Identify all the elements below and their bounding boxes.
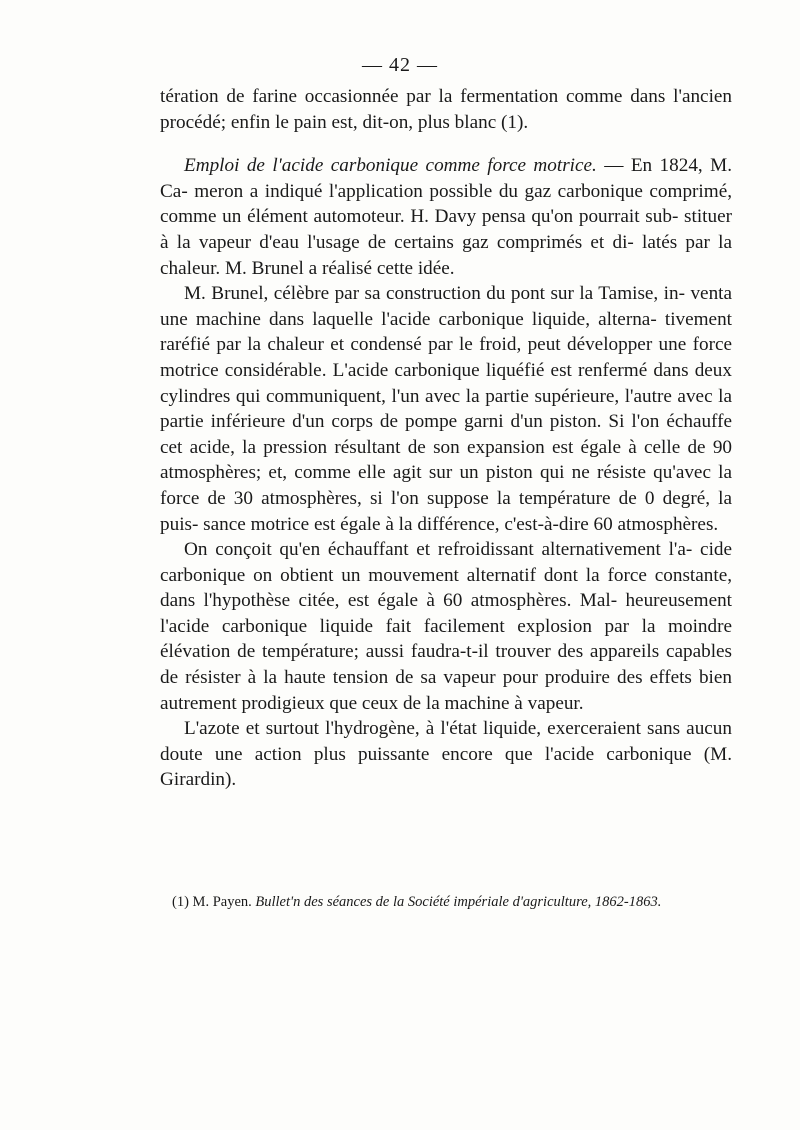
footnote-source: Bullet'n des séances de la Société impériale d'agriculture, 1862-1863. [255,894,662,910]
line: résultant de son expansion est égale à celle de 90 atmosphères; et, [160,436,733,484]
line: comme elle agit sur un piston qui ne résiste qu'avec la force de [160,462,733,509]
line: 30 atmosphères, si l'on suppose la température de 0 degré, la puis- [160,487,733,535]
line: liquéfié est renfermé dans deux cylindres qui communiquent, l'un [160,359,732,407]
section-heading: Emploi de l'acide carbonique comme force motrice. [184,155,597,177]
line: machine à vapeur. [444,692,584,714]
line: On conçoit qu'en échauffant et refroidissant alternativement l'a- [184,539,693,561]
line: — En 1824, M. Ca- [160,155,732,202]
paragraph-2 [160,153,732,281]
line: tération de farine occasionnée par la fermentation comme dans [160,86,666,107]
line: meron a indiqué l'application possible du gaz carbonique comprimé, [194,180,733,202]
line: des appareils capables de résister à la haute tension de sa vapeur [160,641,733,689]
paragraph-3 [160,281,732,537]
line: aucun doute une action plus puissante encore que l'acide carbonique [160,718,732,765]
line: latés par la chaleur. M. Brunel a réalisé cette idée. [160,231,732,279]
line: M. Brunel, célèbre par sa construction du pont sur la Tamise, in- [184,283,685,305]
line: sance motrice est égale à la différence, c'est-à-dire 60 atmosphères. [203,513,719,535]
paragraph-4 [160,537,732,716]
line: L'azote et surtout l'hydrogène, à l'état liquide, exerceraient sans [184,718,681,740]
line: l'ancien procédé; enfin le pain est, dit-on, plus blanc (1). [160,86,733,133]
page-number: — 42 — [362,54,438,76]
line: (M. Girardin). [160,743,732,791]
line: comme un élément automoteur. H. Davy pensa qu'on pourrait sub- [160,206,679,228]
line: de pompe garni d'un piston. Si l'on échauffe cet acide, la pression [160,411,733,458]
line: constante, dans l'hypothèse citée, est égale à 60 atmosphères. Mal- [160,564,733,612]
body-text [160,84,732,793]
line: heureusement l'acide carbonique liquide fait facilement explosion [160,590,733,637]
line: pour produire des effets bien autrement prodigieux que ceux de la [160,667,732,714]
line: venta une machine dans laquelle l'acide carbonique liquide, alterna- [160,283,733,330]
footnote [172,893,732,911]
line: tivement raréfié par la chaleur et condensé par le froid, peut [160,308,732,356]
line: cide carbonique on obtient un mouvement alternatif dont la force [160,539,733,586]
paragraph-1 [160,84,732,135]
footnote-marker: (1) [172,894,189,910]
line: stituer à la vapeur d'eau l'usage de certains gaz comprimés et di- [160,206,733,253]
line: avec la partie supérieure, l'autre avec la partie inférieure d'un corps [160,385,733,433]
paragraph-5 [160,716,732,793]
line: développer une force motrice considérable. L'acide carbonique [160,334,732,381]
footnote-author: M. Payen. [192,894,252,910]
line: par la moindre élévation de température; aussi faudra-t-il trouver [160,615,732,663]
